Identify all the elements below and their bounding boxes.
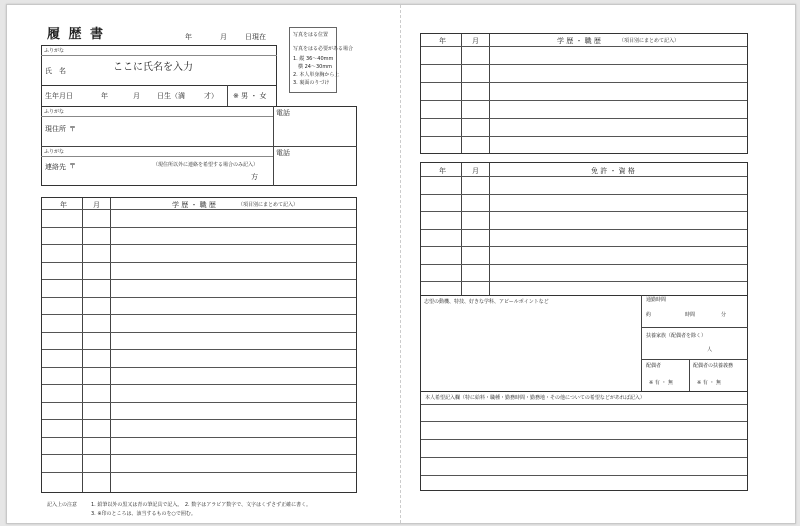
history-left-row [42,454,356,455]
wishes-label: 本人希望記入欄（特に給料・職種・勤務時間・勤務地・その他についての希望などがあれば記入） [425,395,645,401]
gender-options[interactable]: ※ 男 ・ 女 [233,92,267,100]
spouse-options[interactable]: ※ 有 ・ 無 [649,380,673,386]
license-title-header: 免 許 ・ 資 格 [591,167,635,175]
address-label: 現住所 [45,125,66,133]
photo-box[interactable] [289,27,354,93]
spouse-support-options[interactable]: ※ 有 ・ 無 [697,380,721,386]
birth-month-label: 月 [133,92,140,100]
history-right-row [421,64,747,65]
history-right-title-header: 学 歴 ・ 職 歴 [557,37,601,45]
history-left-row [42,419,356,420]
history-right-row [421,118,747,119]
contact-suffix: 方 [251,173,258,181]
history-right-note-header: （項目別にまとめて記入） [619,38,680,44]
photo-box-line-3: 横 24〜30mm [298,64,333,70]
history-left-row [42,349,356,350]
history-right-month-header: 月 [472,37,479,45]
license-row [421,281,747,282]
license-row [421,264,747,265]
license-row [421,194,747,195]
age-suffix: 才） [204,92,218,100]
history-left-row [42,314,356,315]
history-table-right [420,33,748,154]
contact-note: （現住所以外に連絡を希望する場合のみ記入） [153,162,259,168]
dependents-unit: 人 [707,347,713,353]
commute-minutes: 分 [721,312,727,318]
history-left-note-header: （項目別にまとめて記入） [238,202,299,208]
history-left-row [42,227,356,228]
motivation-label: 志望の動機、特技、好きな学科、アピールポイントなど [424,299,549,305]
commute-prefix: 約 [646,312,652,318]
photo-box-line-2: 1. 縦 36〜40mm [293,56,334,62]
name-label: 氏 名 [45,67,66,75]
license-year-header: 年 [439,167,446,175]
history-left-row [42,384,356,385]
date-month-label: 月 [220,33,227,41]
birth-day-label: 日生（満 [157,92,185,100]
history-left-row [42,209,356,210]
spouse-label: 配偶者 [646,363,662,369]
birth-year-label: 年 [101,92,108,100]
spouse-support-label: 配偶者の扶養義務 [693,363,734,369]
license-row [421,176,747,177]
contact-furigana-label: ふりがな [44,149,65,155]
phone-label-2: 電話 [276,149,290,157]
photo-box-title: 写真をはる位置 [293,32,329,38]
motivation-section [420,295,748,392]
date-year-label: 年 [185,33,192,41]
history-left-row [42,297,356,298]
dependents-label: 扶養家族（配偶者を除く） [646,333,707,339]
notes-line-2: 3. ※印のところは、該当するものを○で囲む。 [91,511,196,517]
commute-hours: 時間 [685,312,696,318]
history-left-title-header: 学 歴 ・ 職 歴 [172,201,216,209]
history-left-row [42,472,356,473]
history-left-row [42,279,356,280]
document-title: 履 歴 書 [47,27,106,42]
history-left-year-header: 年 [60,201,67,209]
history-left-row [42,367,356,368]
photo-box-line-5: 3. 裏面のりづけ [293,80,330,86]
notes-line-1: 1. 鉛筆以外の黒又は青の筆記具で記入。 2. 数字はアラビア数字で、文字はくずさず正確に書く。 [91,502,312,508]
photo-box-line-4: 2. 本人単身胸から上 [293,72,340,78]
contact-label: 連絡先 [45,163,66,171]
address-furigana-label: ふりがな [44,109,65,115]
license-month-header: 月 [472,167,479,175]
notes-label: 記入上の注意 [47,502,78,508]
birth-label: 生年月日 [45,92,73,100]
history-left-row [42,262,356,263]
history-right-row [421,136,747,137]
contact-postal-mark: 〒 [69,162,76,170]
name-value[interactable]: ここに氏名を入力 [113,62,193,73]
commute-label: 通勤時間 [646,297,667,303]
license-row [421,229,747,230]
center-fold [400,5,401,523]
history-left-row [42,437,356,438]
photo-box-line-1: 写真をはる必要がある場合 [293,46,354,52]
name-furigana-label: ふりがな [44,48,65,54]
license-row [421,211,747,212]
phone-label: 電話 [276,109,290,117]
history-right-year-header: 年 [439,37,446,45]
history-right-row [421,46,747,47]
resume-sheet [6,4,796,524]
history-right-row [421,100,747,101]
license-table [420,162,748,296]
date-day-label: 日現在 [245,33,266,41]
history-table-left [41,197,357,493]
license-row [421,246,747,247]
wishes-section [420,391,748,491]
history-left-month-header: 月 [93,201,100,209]
history-right-row [421,82,747,83]
address-postal-mark: 〒 [69,125,76,133]
history-left-row [42,332,356,333]
history-left-row [42,244,356,245]
history-left-row [42,402,356,403]
